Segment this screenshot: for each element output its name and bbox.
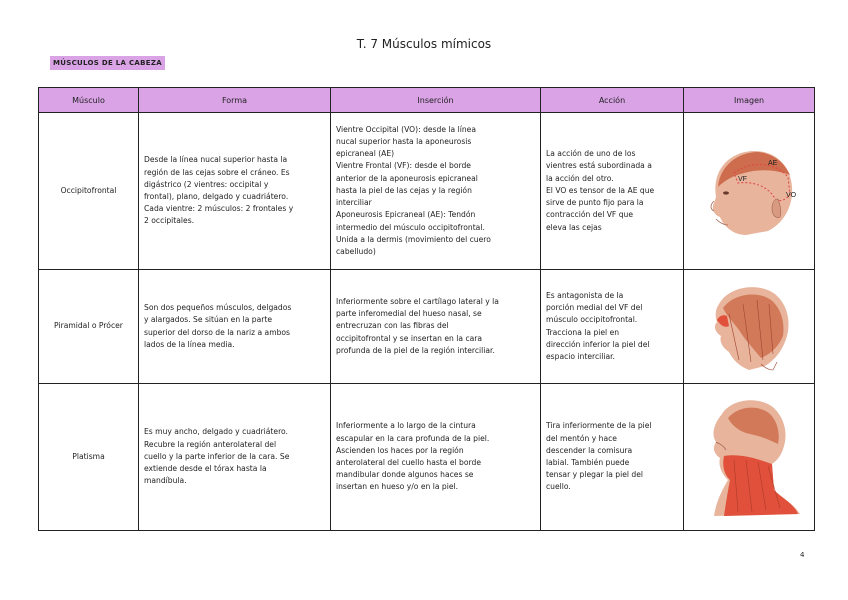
section-label: MÚSCULOS DE LA CABEZA [50,56,165,70]
text-line: mandibular donde algunos haces se [336,470,474,480]
text-line: anterolateral del cuello hasta el borde [336,458,481,467]
text-line: hasta la piel de las cejas y la región [336,185,472,195]
text-line: Unida a la dermis (movimiento del cuero [336,234,491,244]
insercion-cell [331,113,541,270]
text-line: contracción del VF que [546,210,634,220]
text-line: frontal), plano, delgado y cuadriátero. [144,192,289,201]
text-line: Vientre Occipital (VO): desde la línea [336,124,476,134]
text-line: Inferiormente sobre el cartílago lateral y la [336,296,499,306]
text-line: lados de la línea media. [144,339,235,349]
text-line: profunda de la piel de la región interciliar. [336,345,495,355]
text-line: Es muy ancho, delgado y cuadriátero. [144,427,288,437]
text-line: del mentón y hace [546,433,617,443]
text-line: entrecruzan con las fibras del [336,321,449,331]
table-row [39,384,815,531]
accion-cell [541,113,684,270]
forma-cell [139,270,331,384]
text-line: Es antagonista de la [546,290,624,300]
text-line: El VO es tensor de la AE que [546,185,655,195]
text-line: la acción del otro. [546,173,614,183]
header-forma: Forma [139,88,331,113]
text-line: eleva las cejas [546,222,602,232]
text-line: Inferiormente a lo largo de la cintura [336,421,476,431]
text-line: extiende desde el tórax hasta la [144,464,267,474]
platisma-illustration [694,390,804,520]
text-line: Aponeurosis Epicraneal (AE): Tendón [336,210,476,220]
image-cell [684,113,815,270]
text-line: músculo occipitofrontal. [546,315,638,325]
text-line: sirve de punto fijo para la [546,198,644,208]
text-line: Ascienden los haces por la región [336,445,464,455]
image-cell [684,384,815,531]
image-cell [684,270,815,384]
text-line: y alargados. Se sitúan en la parte [144,315,272,325]
piramidal-illustration [699,274,799,374]
header-insercion: Inserción [331,88,541,113]
muscle-name: Platisma [39,384,139,531]
text-line: mandíbula. [144,476,187,486]
insercion-cell [331,384,541,531]
image-label-vf: VF [738,175,747,183]
forma-cell [139,384,331,531]
text-line: región de las cejas sobre el cráneo. Es [144,167,290,177]
text-line: anterior de la aponeurosis epicraneal [336,173,478,183]
text-line: Cada vientre: 2 músculos: 2 frontales y [144,204,294,214]
header-imagen: Imagen [684,88,815,113]
text-line: Son dos pequeños músculos, delgados [144,303,292,313]
text-line: labial. También puede [546,458,630,467]
table-header-row [39,88,815,113]
text-line: Desde la línea nucal superior hasta la [144,155,288,165]
text-line: cuello. [546,482,571,492]
text-line: superior del dorso de la nariz a ambos [144,327,291,337]
text-line: epicraneal (AE) [336,149,395,159]
text-line: Tracciona la piel en [546,327,620,337]
accion-cell [541,384,684,531]
text-line: dirección inferior la piel del [546,339,650,349]
page-number: 4 [800,551,805,559]
insercion-cell [331,270,541,384]
text-line: tensar y plegar la piel del [546,470,644,480]
text-line: parte inferomedial del hueso nasal, se [336,309,482,319]
muscles-table [38,87,815,531]
text-line: digástrico (2 vientres: occipital y [144,179,269,189]
text-line: nucal superior hasta la aponeurosis [336,137,472,147]
text-line: descender la comisura [546,445,633,455]
image-label-ae: AE [768,159,778,167]
table-row [39,113,815,270]
text-line: interciliar [336,198,372,208]
header-musculo: Músculo [39,88,139,113]
text-line: Tira inferiormente de la piel [546,421,652,431]
text-line: intermedio del músculo occipitofrontal. [336,222,485,232]
text-line: occipitofrontal y se insertan en la cara [336,333,483,343]
text-line: cabelludo) [336,246,376,256]
text-line: 2 occipitales. [144,216,195,226]
text-line: La acción de uno de los [546,149,636,159]
table-row [39,270,815,384]
forma-cell [139,113,331,270]
page-title: T. 7 Músculos mímicos [356,37,492,51]
muscle-name: Occipitofrontal [39,113,139,270]
accion-cell [541,270,684,384]
muscle-name: Piramidal o Prócer [39,270,139,384]
text-line: escapular en la cara profunda de la piel. [336,433,490,443]
text-line: porción medial del VF del [546,303,643,313]
text-line: Recubre la región anterolateral del [144,439,277,449]
text-line: Vientre Frontal (VF): desde el borde [336,161,471,171]
occipitofrontal-illustration [694,139,804,239]
image-label-vo: VO [786,191,797,199]
text-line: vientres está subordinada a [546,161,652,171]
header-accion: Acción [541,88,684,113]
text-line: cuello y la parte inferior de la cara. Se [144,451,290,461]
text-line: espacio interciliar. [546,351,615,361]
text-line: insertan en hueso y/o en la piel. [336,482,459,492]
